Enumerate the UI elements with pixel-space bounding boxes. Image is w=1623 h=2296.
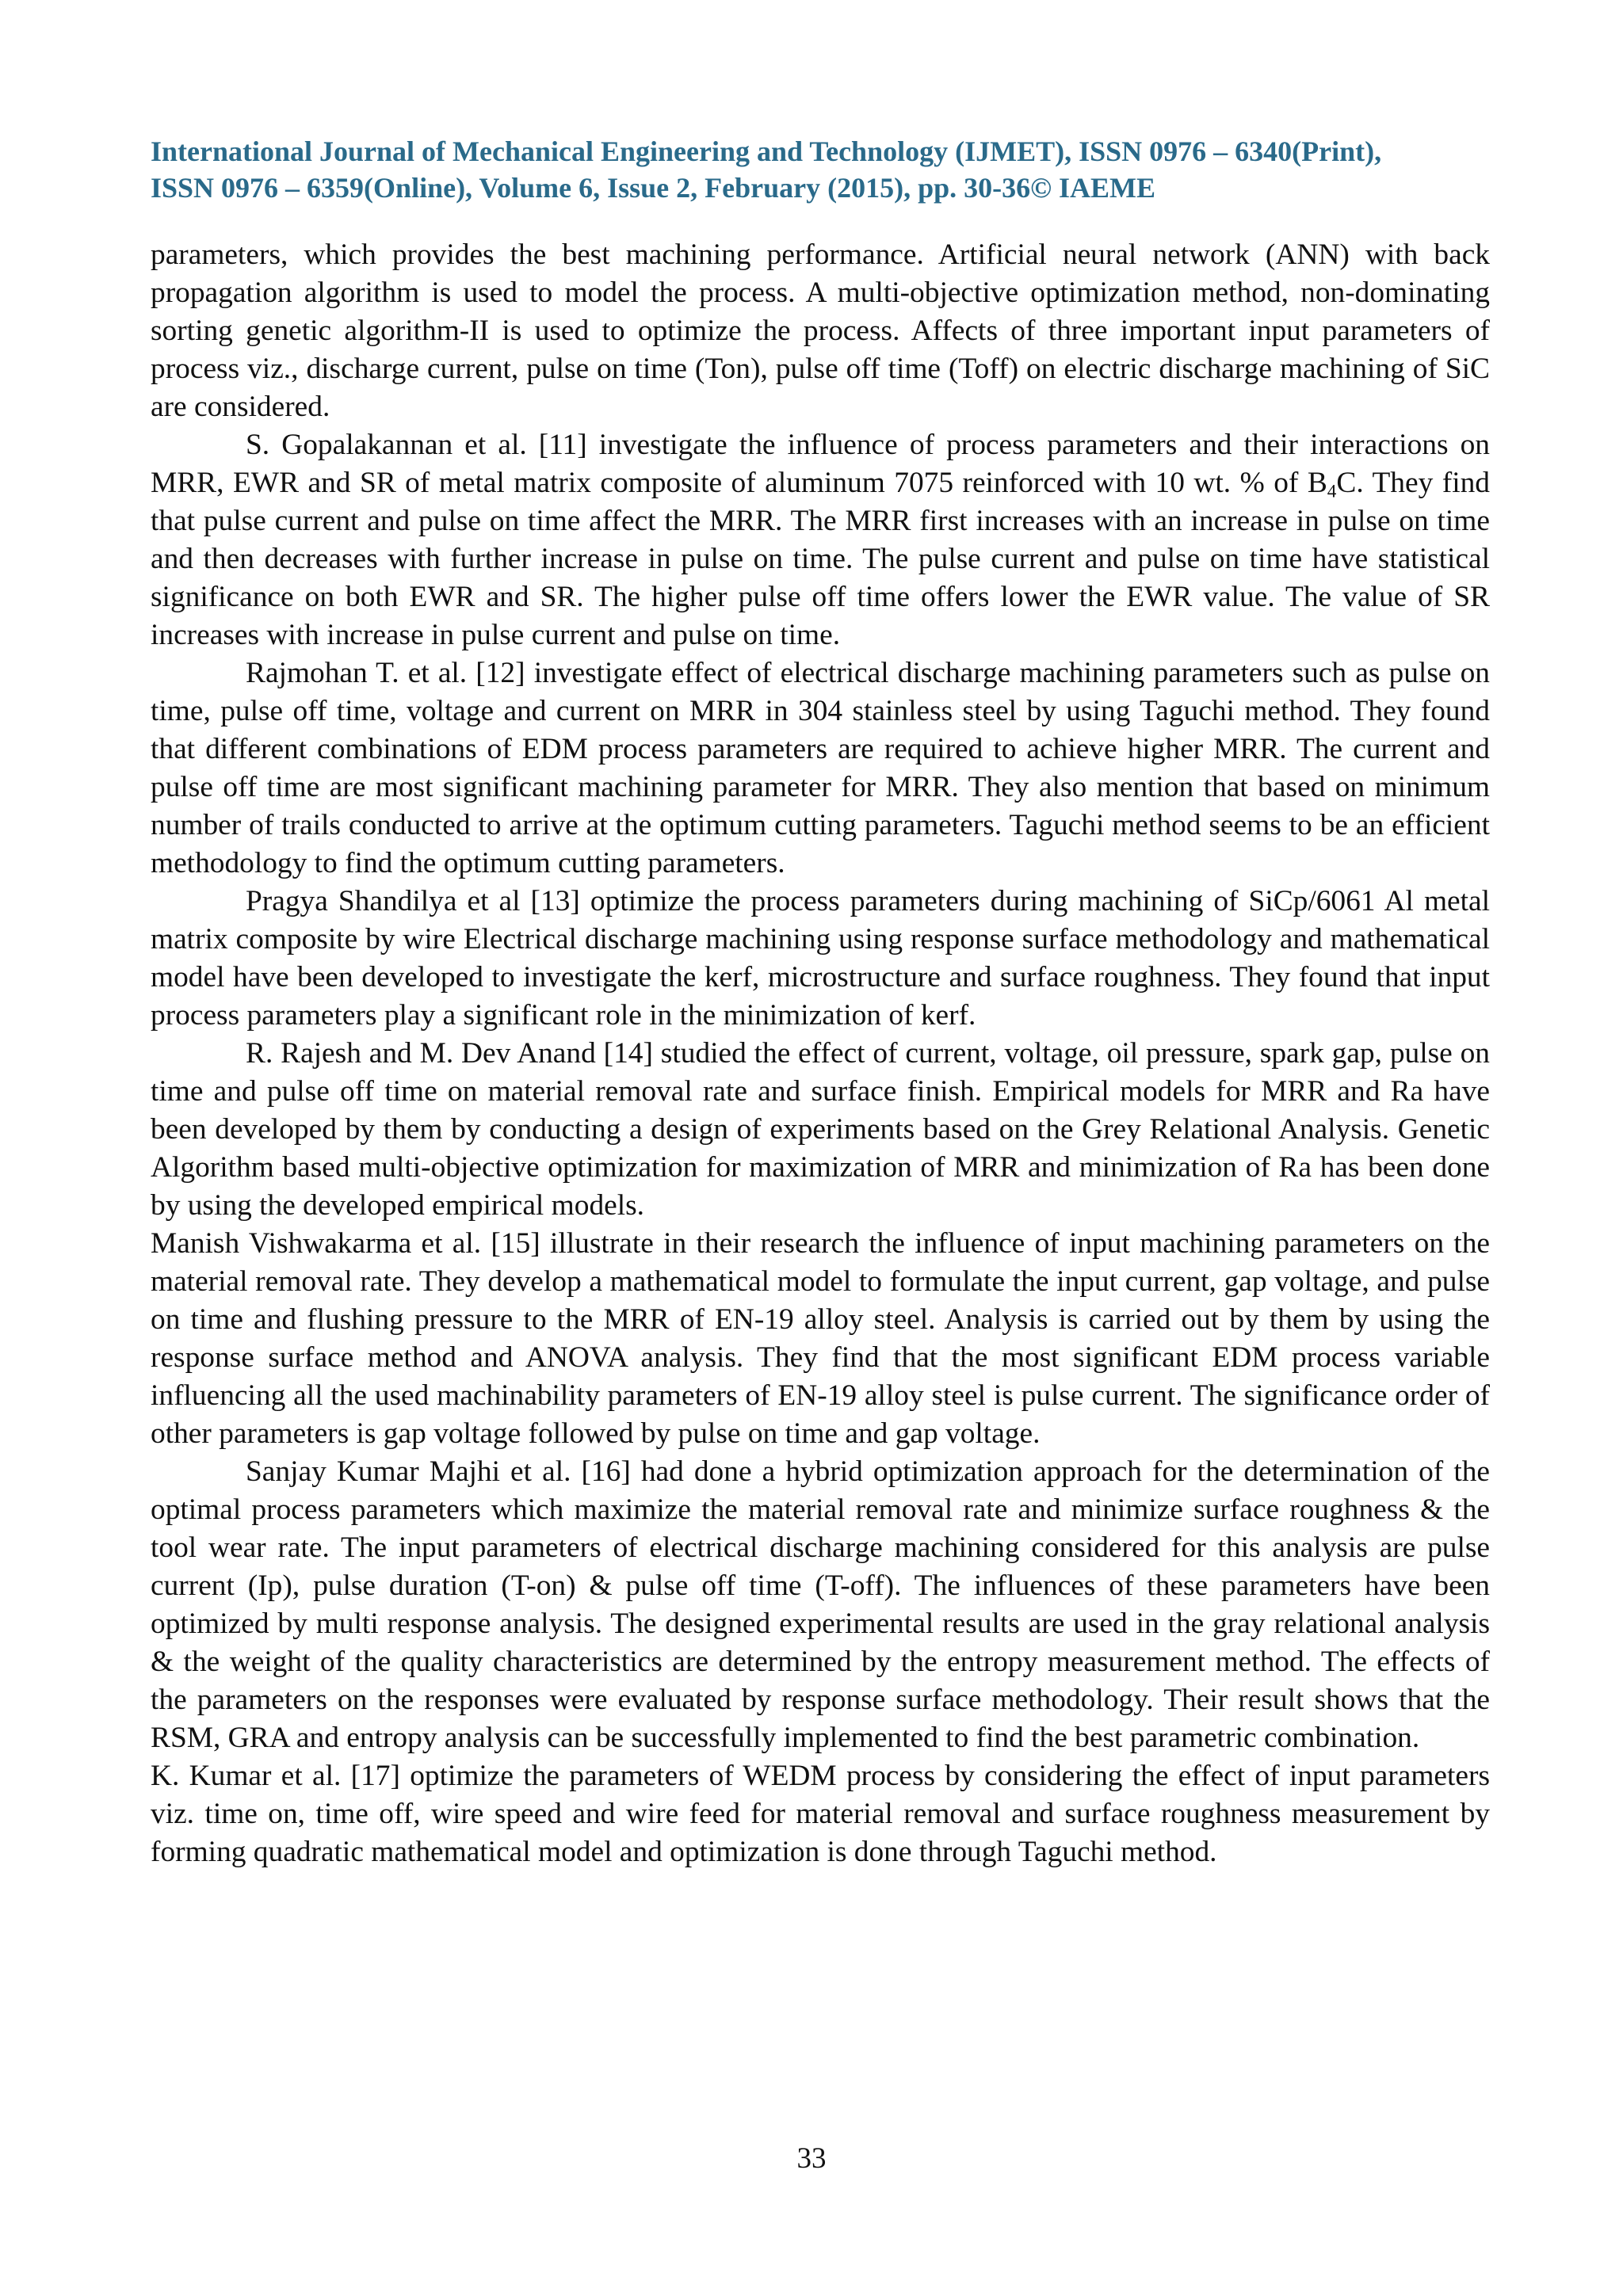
paragraph-gopalakannan-part-2: C. They find that pulse current and pulse on time affect the MRR. The MRR first increases with an increase in pulse on time and then decreases with further increase in pulse on time. The pulse current and pulse on time have statistical significance on both EWR and SR. The higher pulse off time offers lower the EWR value. The value of SR increases with increase in pulse current and pulse on time. bbox=[151, 467, 1490, 651]
paragraph-kumar: K. Kumar et al. [17] optimize the parameters of WEDM process by considering the effect of input parameters viz. time on, time off, wire speed and wire feed for material removal and surface roughness measurement by forming quadratic mathematical model and optimization is done through Taguchi method. bbox=[151, 1760, 1490, 1868]
paragraph-shandilya: Pragya Shandilya et al [13] optimize the process parameters during machining of SiCp/6061 Al metal matrix composite by wire Electrical discharge machining using response surface methodology and mathematical model have been developed to investigate the kerf, microstructure and surface roughness. They found that input process parameters play a significant role in the minimization of kerf. bbox=[151, 885, 1490, 1032]
journal-header-line-2: ISSN 0976 – 6359(Online), Volume 6, Issue 2, February (2015), pp. 30-36© IAEME bbox=[151, 172, 1155, 204]
paragraph-rajesh: R. Rajesh and M. Dev Anand [14] studied the effect of current, voltage, oil pressure, spark gap, pulse on time and pulse off time on material removal rate and surface finish. Empirical models for MRR and Ra have been developed by them by conducting a design of experiments based on the Grey Relational Analysis. Genetic Algorithm based multi-objective optimization for maximization of MRR and minimization of Ra has been done by using the developed empirical models. bbox=[151, 1037, 1490, 1222]
subscript-4: 4 bbox=[1327, 481, 1337, 502]
paragraph-vishwakarma: Manish Vishwakarma et al. [15] illustrate in their research the influence of input machining parameters on the material removal rate. They develop a mathematical model to formulate the input current, gap voltage, and pulse on time and flushing pressure to the MRR of EN-19 alloy steel. Analysis is carried out by them by using the response surface method and ANOVA analysis. They find that the most significant EDM process variable influencing all the used machinability parameters of EN-19 alloy steel is pulse current. The significance order of other parameters is gap voltage followed by pulse on time and gap voltage. bbox=[151, 1227, 1490, 1450]
page-number: 33 bbox=[796, 2142, 827, 2175]
paragraph-gopalakannan-part-1: S. Gopalakannan et al. [11] investigate the influence of process parameters and their interactions on MRR, EWR and SR of metal matrix composite of aluminum 7075 reinforced with 10 wt. % of B bbox=[151, 429, 1490, 499]
paragraph-rajmohan: Rajmohan T. et al. [12] investigate effect of electrical discharge machining parameters such as pulse on time, pulse off time, voltage and current on MRR in 304 stainless steel by using Taguchi method. They found that different combinations of EDM process parameters are required to achieve higher MRR. The current and pulse off time are most significant machining parameter for MRR. They also mention that based on minimum number of trails conducted to arrive at the optimum cutting parameters. Taguchi method seems to be an efficient methodology to find the optimum cutting parameters. bbox=[151, 657, 1490, 879]
paragraph-majhi: Sanjay Kumar Majhi et al. [16] had done a hybrid optimization approach for the determination of the optimal process parameters which maximize the material removal rate and minimize surface roughness & the tool wear rate. The input parameters of electrical discharge machining considered for this analysis are pulse current (Ip), pulse duration (T-on) & pulse off time (T-off). The influences of these parameters have been optimized by multi response analysis. The designed experimental results are used in the gray relational analysis & the weight of the quality characteristics are determined by the entropy measurement method. The effects of the parameters on the responses were evaluated by response surface methodology. Their result shows that the RSM, GRA and entropy analysis can be successfully implemented to find the best parametric combination. bbox=[151, 1455, 1490, 1754]
article-body bbox=[151, 236, 1490, 1871]
journal-header-line-1: International Journal of Mechanical Engineering and Technology (IJMET), ISSN 0976 – 6340(Print), bbox=[151, 135, 1382, 167]
journal-header bbox=[151, 133, 1490, 206]
paragraph-gopalakannan bbox=[151, 426, 1490, 654]
paragraph-continuation: parameters, which provides the best machining performance. Artificial neural network (ANN) with back propagation algorithm is used to model the process. A multi-objective optimization method, non-dominating sorting genetic algorithm-II is used to optimize the process. Affects of three important input parameters of process viz., discharge current, pulse on time (Ton), pulse off time (Toff) on electric discharge machining of SiC are considered. bbox=[151, 238, 1490, 423]
